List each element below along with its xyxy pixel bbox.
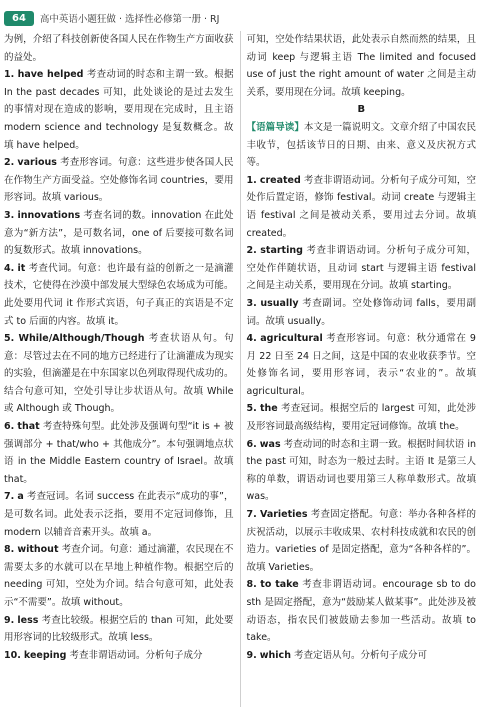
- explanation-text: 考查非谓语动词。分析句子成分可知，空处作伴随状语，且动词 start 与逻辑主语 festival 之间是主动关系，要用现在分词。故填 starting。: [246, 245, 476, 292]
- answer-item: [247, 330, 477, 400]
- right-column: [240, 31, 477, 707]
- explanation-text: 考查形容词。句意：这些进步使各国人民在作物生产方面受益。空处修饰名词 countries，要用形容词。故填 various。: [4, 157, 234, 204]
- answer-key: Varieties: [260, 509, 308, 521]
- answer-item: [4, 260, 234, 330]
- passage-guide: [247, 119, 477, 172]
- answer-item: [247, 400, 477, 435]
- explanation-text: 考查比较级。根据空后的 than 可知，此处要用形容词的比较级形式。故填 less。: [4, 614, 234, 644]
- answer-key: usually: [260, 297, 299, 309]
- running-title: 高中英语小题狂做 · 选择性必修第一册 · RJ: [39, 14, 220, 25]
- answer-item: [4, 154, 234, 207]
- answer-key: a: [17, 491, 24, 503]
- intro-text: 为例，介绍了科技创新使各国人民在作物生产方面收获的益处。: [4, 34, 234, 63]
- item-number: 6.: [246, 438, 257, 450]
- answer-key: was: [259, 438, 281, 450]
- section-b-heading: B: [357, 104, 366, 116]
- answer-key: to take: [260, 579, 299, 591]
- page-header: [4, 10, 476, 26]
- item-number: 4.: [4, 262, 15, 274]
- item-number: 8.: [246, 579, 257, 591]
- continuation-text: 可知，空处作结果状语，此处表示自然而然的结果，且动词 keep 与逻辑主语 The limited and focused use of just the right amount of water 之间是主动关系，要用现在分词。故填 keeping。: [246, 34, 476, 98]
- item-number: 2.: [4, 157, 15, 169]
- answer-key: keeping: [23, 649, 67, 661]
- answer-key: that: [17, 421, 40, 433]
- explanation-text: 考查非谓语动词。分析句子成分可知，空处作后置定语，修饰 festival。动词 create 与逻辑主语 festival 之间是被动关系，要用过去分词。故填 created。: [246, 174, 476, 239]
- explanation-text: 考查冠词。名词 success 在此表示“成功的事”，是可数名词。此处表示泛指，要用不定冠词修饰，且 modern 以辅音音素开头。故填 a。: [4, 491, 234, 538]
- answer-key: created: [259, 174, 301, 186]
- guide-label: 【语篇导读】: [246, 121, 304, 133]
- explanation-text: 考查状语从句。句意：尽管过去在不同的地方已经进行了让滴灌成为现实的实验，但滴灌是在中东国家以色列取得现代成功的。结合句意可知，空处引导让步状语从句。故填 While 或 Although 或 Though。: [4, 333, 234, 415]
- answer-item: [247, 506, 477, 576]
- left-column: [4, 31, 240, 707]
- item-number: 10.: [4, 649, 21, 661]
- explanation-text: 考查动词的时态和主谓一致。根据时间状语 in the past 可知，时态为一般过去时。主语 It 是第三人称的单数，谓语动词也要用第三人称单数形式。故填 was。: [246, 438, 476, 503]
- right-answer-list: [247, 172, 477, 665]
- item-number: 3.: [4, 209, 15, 221]
- explanation-text: 考查形容词。句意：秋分通常在 9 月 22 日至 24 日之间，这是中国的农业收获季节。空处修饰名词，要用形容词，表示“农业的”。故填 agricultural。: [246, 333, 476, 397]
- answer-key: the: [260, 403, 278, 415]
- explanation-text: 考查定语从句。分析句子成分可: [294, 649, 428, 661]
- answer-item: [247, 295, 477, 330]
- answer-item: [4, 488, 234, 541]
- explanation-text: 考查名词的数。innovation 在此处意为“新方法”，是可数名词，one of 后要接可数名词的复数形式。故填 innovations。: [4, 209, 234, 257]
- answer-key: less: [17, 614, 39, 626]
- item-number: 7.: [246, 509, 257, 521]
- answer-item: [4, 418, 234, 488]
- answer-item: [247, 172, 477, 242]
- item-number: 3.: [246, 297, 257, 309]
- explanation-text: 考查非谓语动词。encourage sb to do sth 是固定搭配，意为“鼓励某人做某事”。此处涉及被动语态，指农民们被鼓励去参加一些活动。故填 to take。: [246, 579, 476, 644]
- answer-key: various: [17, 157, 57, 169]
- item-number: 2.: [246, 245, 257, 257]
- item-number: 1.: [246, 174, 257, 186]
- answer-key: it: [17, 262, 26, 274]
- answer-item: [4, 330, 234, 418]
- answer-key: which: [259, 649, 291, 661]
- left-answer-list: [4, 66, 234, 664]
- item-number: 9.: [4, 614, 15, 626]
- answer-item: [4, 66, 234, 154]
- answer-key: agricultural: [260, 333, 323, 345]
- answer-key: starting: [260, 245, 303, 257]
- answer-item: [4, 207, 234, 260]
- item-number: 1.: [4, 69, 15, 81]
- item-number: 9.: [246, 649, 257, 661]
- answer-key: While/Although/Though: [18, 333, 145, 345]
- guide-text: 本文是一篇说明文。文章介绍了中国农民丰收节，包括该节日的日期、由来、意义及庆祝方式等。: [246, 121, 476, 169]
- item-number: 4.: [246, 333, 257, 345]
- answer-key: innovations: [17, 209, 81, 221]
- item-number: 5.: [4, 333, 15, 345]
- item-number: 6.: [4, 421, 15, 433]
- answer-item: [247, 647, 477, 665]
- item-number: 5.: [246, 403, 257, 415]
- explanation-text: 考查冠词。根据空后的 largest 可知，此处涉及形容词最高级结构，要用定冠词修饰。故填 the。: [246, 403, 476, 433]
- page-number-badge: 64: [4, 11, 34, 26]
- item-number: 7.: [4, 491, 15, 503]
- explanation-text: 考查特殊句型。此处涉及强调句型“it is + 被强调部分 + that/who + 其他成分”。本句强调地点状语 in the Middle Eastern country of Israel。故填 that。: [4, 421, 234, 485]
- answer-item: [247, 576, 477, 646]
- item-number: 8.: [4, 544, 15, 556]
- answer-item: [247, 242, 477, 295]
- answer-item: [4, 647, 234, 665]
- explanation-text: 考查非谓语动词。分析句子成分: [69, 649, 203, 661]
- explanation-text: 考查固定搭配。句意：举办各种各样的庆祝活动，以展示丰收成果、农村科技成就和农民的创造力。varieties of 是固定搭配，意为“各种各样的”。故填 Varieties。: [246, 509, 476, 573]
- explanation-text: 考查动词的时态和主谓一致。根据 In the past decades 可知，此处谈论的是过去发生的事情对现在造成的影响，要用现在完成时，且主语 modern science and technology 是复数概念。故填 have helped。: [4, 69, 234, 151]
- answer-item: [247, 436, 477, 506]
- two-column-body: [4, 31, 476, 707]
- answer-key: without: [17, 544, 59, 556]
- explanation-text: 考查介词。句意：通过滴灌，农民现在不需要太多的水就可以在旱地上种植作物。根据空后的 needing 可知，空处为介词。结合句意可知，此处表示“不需要”。故填 without。: [4, 544, 234, 608]
- explanation-text: 考查副词。空处修饰动词 falls，要用副词。故填 usually。: [246, 297, 476, 327]
- answer-item: [4, 541, 234, 611]
- answer-item: [4, 612, 234, 647]
- explanation-text: 考查代词。句意：也许最有益的创新之一是滴灌技术，它使得在沙漠中部发展大型绿色农场成为可能。此处要用代词 it 作形式宾语，句子真正的宾语是不定式 to 后面的内容。故填 it。: [4, 262, 234, 327]
- answer-key: have helped: [17, 69, 84, 81]
